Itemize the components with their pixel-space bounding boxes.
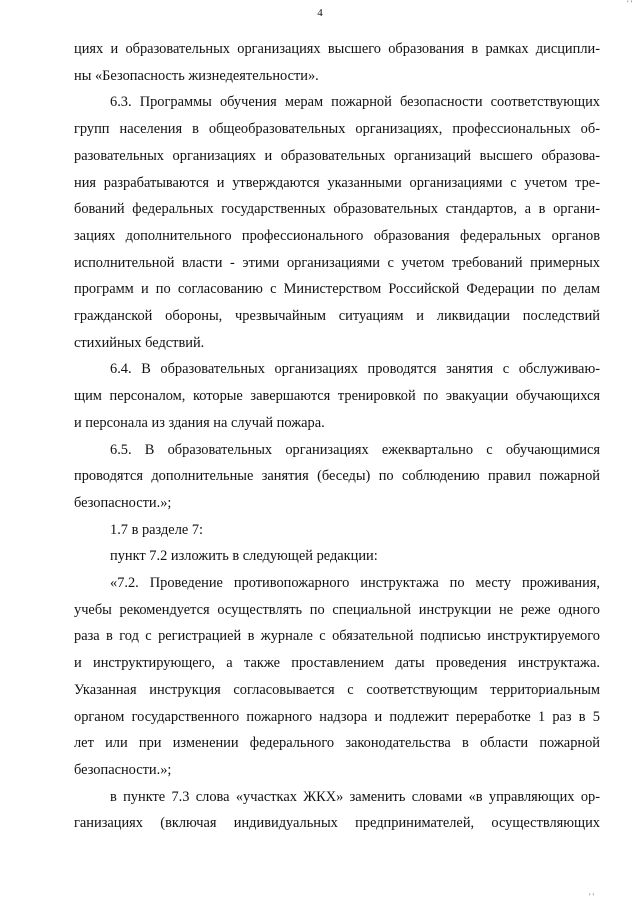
- text-line: стихийных бедствий.: [74, 334, 205, 351]
- text-line: раза в год с регистрацией в журнале с обязательной подписью инструктируемого: [74, 628, 600, 645]
- text-line: учебы рекомендуется осуществлять по специальной инструкции не реже одного: [74, 601, 600, 618]
- paragraph-7-2-line: «7.2. Проведение противопожарного инструктажа по месту проживания,: [110, 575, 600, 592]
- text-line: разовательных организациях и образовательных организаций высшего образова-: [74, 147, 600, 164]
- document-body: [74, 36, 600, 837]
- text-line: проводятся дополнительные занятия (беседы) по соблюдению правил пожарной: [74, 468, 600, 485]
- text-line: ганизациях (включая индивидуальных предпринимателей, осуществляющих: [74, 815, 600, 832]
- paragraph-7-3-line: в пункте 7.3 слова «участках ЖКХ» заменить словами «в управляющих ор-: [110, 788, 600, 805]
- text-line: гражданской обороны, чрезвычайным ситуациям и ликвидации последствий: [74, 308, 600, 325]
- paragraph-6-4-line: 6.4. В образовательных организациях проводятся занятия с обслуживаю-: [110, 361, 600, 378]
- text-line: ны «Безопасность жизнедеятельности».: [74, 67, 319, 84]
- text-line: безопасности.»;: [74, 761, 172, 778]
- text-line: групп населения в общеобразовательных организациях, профессиональных об-: [74, 121, 600, 138]
- item-7-2-instruction: пункт 7.2 изложить в следующей редакции:: [110, 548, 378, 565]
- text-line: органом государственного пожарного надзора и подлежит переработке 1 раз в 5: [74, 708, 600, 725]
- text-line: ния разрабатываются и утверждаются указанными организациями с учетом тре-: [74, 174, 600, 191]
- page-number: 4: [317, 7, 323, 19]
- text-line: бований федеральных государственных образовательных стандартов, а в органи-: [74, 201, 600, 218]
- paragraph-6-5-line: 6.5. В образовательных организациях ежеквартально с обучающимися: [110, 441, 600, 458]
- paragraph-6-3-line: 6.3. Программы обучения мерам пожарной безопасности соответствующих: [110, 94, 600, 111]
- text-line: лет или при изменении федерального законодательства в области пожарной: [74, 735, 600, 752]
- scan-mark-bottom: ' ': [589, 892, 594, 901]
- text-line: Указанная инструкция согласовывается с соответствующим территориальным: [74, 681, 600, 698]
- text-line: щим персоналом, которые завершаются тренировкой по эвакуации обучающихся: [74, 388, 600, 405]
- text-line: безопасности.»;: [74, 494, 172, 511]
- text-line: циях и образовательных организациях высшего образования в рамках дисципли-: [74, 41, 600, 57]
- text-line: исполнительной власти - этими организациями с учетом требований примерных: [74, 254, 600, 271]
- text-line: и инструктирующего, а также проставлением даты проведения инструктажа.: [74, 655, 600, 672]
- section-1-7-heading: 1.7 в разделе 7:: [110, 521, 204, 538]
- text-line: и персонала из здания на случай пожара.: [74, 414, 325, 431]
- text-line: программ и по согласованию с Министерством Российской Федерации по делам: [74, 281, 600, 298]
- text-line: зациях дополнительного профессионального образования федеральных органов: [74, 227, 600, 244]
- scan-mark-top: ' ': [627, 0, 632, 8]
